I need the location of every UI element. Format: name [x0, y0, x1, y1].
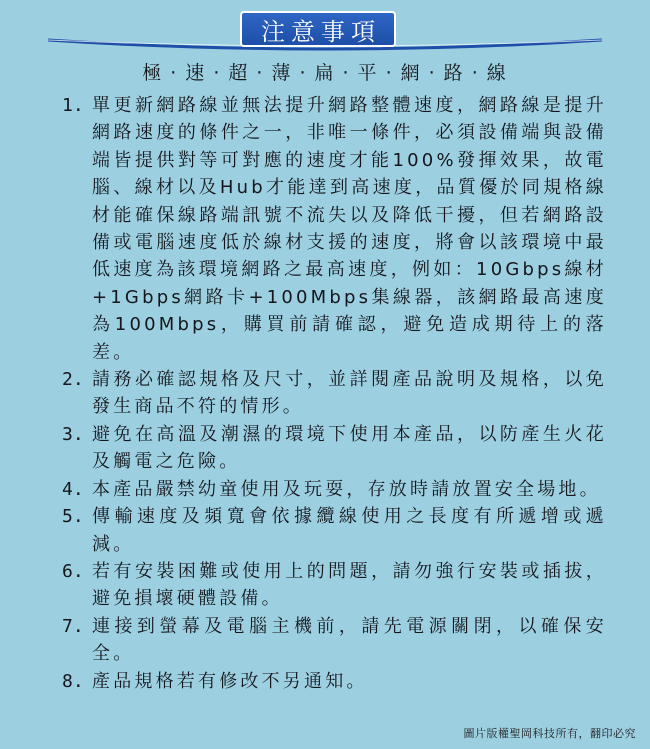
note-text: 請務必確認規格及尺寸，並詳閱產品說明及規格，以免發生商品不符的情形。	[92, 369, 607, 418]
note-number: 2.	[62, 369, 84, 391]
note-number: 5.	[62, 506, 84, 528]
note-item	[62, 476, 607, 503]
note-text: 連接到螢幕及電腦主機前，請先電源關閉，以確保安全。	[92, 615, 607, 665]
subtitle-word: 平	[357, 62, 379, 84]
copyright-notice: 圖片版權聖岡科技所有，翻印必究	[463, 727, 636, 740]
subtitle-word: 路	[443, 62, 465, 84]
subtitle-separator: ·	[299, 62, 308, 84]
note-text: 本產品嚴禁幼童使用及玩耍，存放時請放置安全場地。	[92, 478, 601, 500]
note-text: 若有安裝困難或使用上的問題，請勿強行安裝或插拔，避免損壞硬體設備。	[92, 560, 607, 610]
subtitle-separator: ·	[213, 62, 222, 84]
subtitle-word: 扁	[314, 62, 336, 84]
subtitle-separator: ·	[385, 62, 394, 84]
note-text: 單更新網路線並無法提升網路整體速度，網路線是提升網路速度的條件之一，非唯一條件，必須設備端與設備端皆提供對等可對應的速度才能100%發揮效果，故電腦、線材以及Hub才能達到高速度，品質優於同規格線材能確保線路端訊號不流失以及降低干擾，但若網路設備或電腦速度低於線材支援的速度，將會以該環境中最低速度為該環境網路之最高速度，例如：10Gbps線材+1Gbps網路卡+100Mbps集線器，該網路最高速度為100Mbps，購買前請確認，避免造成期待上的落差。	[92, 95, 607, 363]
note-number: 1.	[62, 95, 84, 116]
subtitle-separator: ·	[256, 62, 265, 84]
note-item	[62, 668, 607, 695]
notes-list	[62, 92, 607, 695]
subtitle-separator: ·	[170, 62, 179, 84]
note-number: 4.	[62, 478, 84, 500]
note-item	[62, 92, 607, 366]
subtitle-separator: ·	[428, 62, 437, 84]
subtitle-separator: ·	[471, 62, 480, 84]
note-number: 8.	[62, 670, 84, 692]
note-item	[62, 366, 607, 421]
note-item	[62, 503, 607, 558]
header-banner	[0, 0, 650, 60]
subtitle-separator: ·	[342, 62, 351, 84]
note-item	[62, 421, 607, 476]
note-number: 7.	[62, 615, 84, 637]
note-text: 傳輸速度及頻寬會依據纜線使用之長度有所遞增或遞減。	[92, 506, 607, 555]
subtitle-word: 超	[228, 62, 250, 84]
note-number: 3.	[62, 423, 84, 445]
subtitle-word: 極	[142, 62, 164, 84]
subtitle-word: 線	[486, 62, 508, 84]
subtitle-word: 速	[185, 62, 207, 84]
note-text: 避免在高溫及潮濕的環境下使用本產品，以防產生火花及觸電之危險。	[92, 423, 607, 473]
note-number: 6.	[62, 560, 84, 582]
note-text: 產品規格若有修改不另通知。	[92, 670, 368, 692]
note-item	[62, 613, 607, 668]
page-title: 注意事項	[240, 11, 396, 47]
product-subtitle	[60, 58, 590, 85]
subtitle-word: 網	[400, 62, 422, 84]
subtitle-word: 薄	[271, 62, 293, 84]
note-item	[62, 558, 607, 613]
